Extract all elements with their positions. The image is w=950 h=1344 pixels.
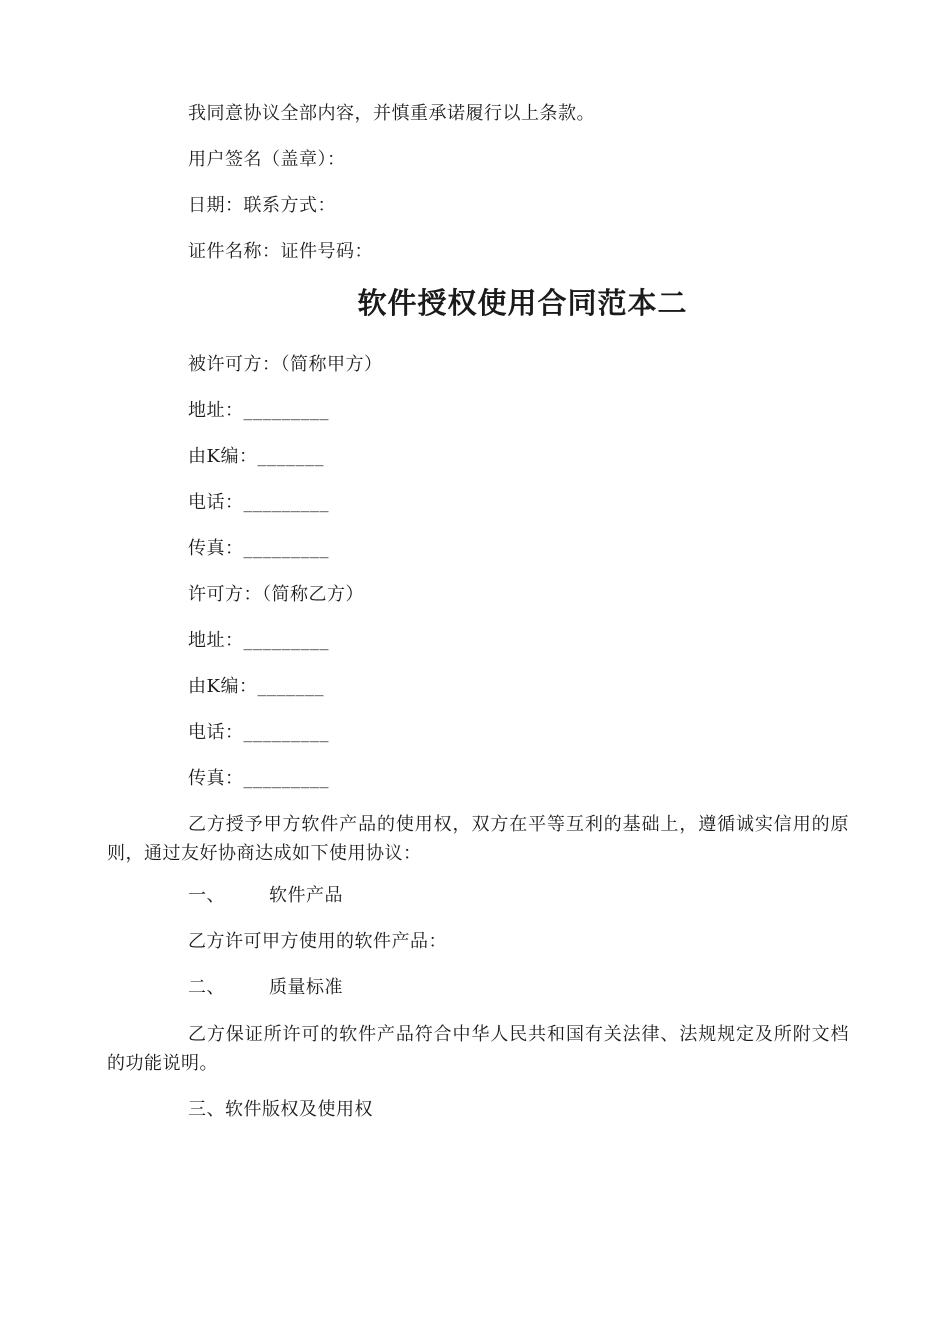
party-b-heading: 许可方：（简称乙方） [188,584,364,605]
section-2-body: 乙方保证所许可的软件产品符合中华人民共和国有关法律、法规规定及所附文档的功能说明。 [107,1024,849,1074]
section-2-number: 二、 [188,977,225,998]
section-1-body: 乙方许可甲方使用的软件产品： [188,931,447,952]
section-2-heading [188,977,343,999]
section-2-title: 质量标准 [269,977,343,998]
party-a-phone: 电话：_________ [188,492,329,513]
user-signature-line: 用户签名（盖章）： [188,149,346,170]
section-1-heading [188,885,343,907]
party-a-heading: 被许可方：（简称甲方） [188,354,383,375]
party-b-fax: 传真：_________ [188,768,329,789]
agreement-statement: 我同意协议全部内容，并慎重承诺履行以上条款。 [188,103,595,124]
section-1-title: 软件产品 [269,885,343,906]
party-a-address: 地址：_________ [188,400,329,421]
section-1-number: 一、 [188,885,225,906]
document-title: 软件授权使用合同范本二 [357,286,688,320]
party-b-postcode: 由K编：_______ [188,676,324,697]
party-a-postcode: 由K编：_______ [188,446,324,467]
party-b-address: 地址：_________ [188,630,329,651]
id-document-line: 证件名称：证件号码： [188,241,373,262]
intro-paragraph: 乙方授予甲方软件产品的使用权，双方在平等互利的基础上，遵循诚实信用的原则，通过友好协商达成如下使用协议： [107,814,849,864]
party-b-phone: 电话：_________ [188,722,329,743]
party-a-fax: 传真：_________ [188,538,329,559]
section-3-heading: 三、软件版权及使用权 [188,1099,373,1120]
date-contact-line: 日期：联系方式： [188,195,336,216]
